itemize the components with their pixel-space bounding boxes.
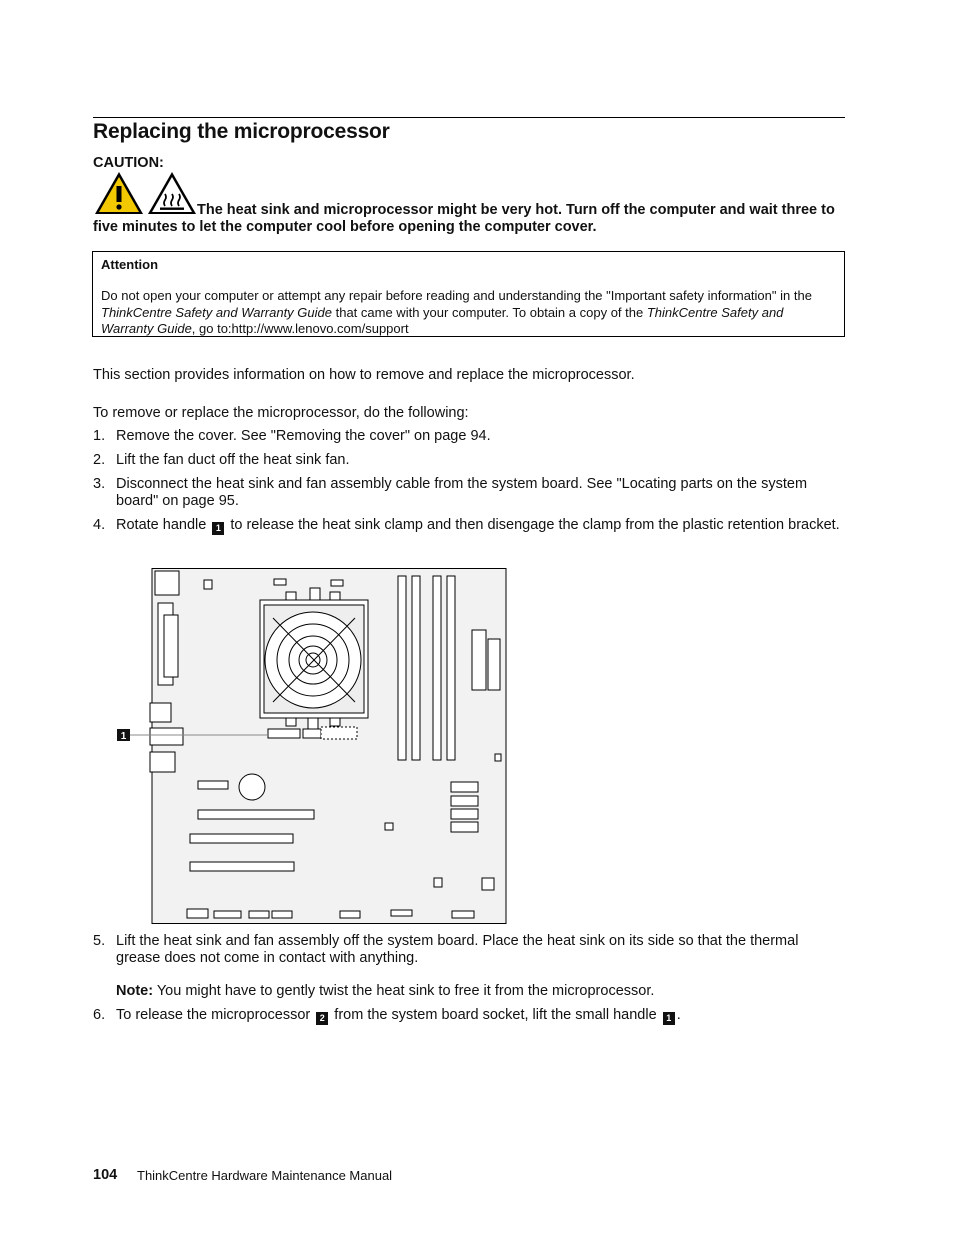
figure-callout-label: 1 (120, 731, 127, 742)
page-number: 104 (93, 1167, 118, 1183)
section-title: Replacing the microprocessor (93, 120, 390, 143)
manual-title: ThinkCentre Hardware Maintenance Manual (137, 1168, 393, 1183)
callout-1-marker (117, 729, 130, 742)
intro-paragraph: This section provides information on how to remove and replace the microprocessor. (93, 367, 635, 383)
caution-label: CAUTION: (93, 155, 164, 171)
system-board-figure (115, 567, 508, 925)
callout-badge: 1 (663, 1012, 675, 1025)
manual-page: Replacing the microprocessor CAUTION: The heat sink and microprocessor might be very hot. Turn off the computer and wait three to five minutes to let the computer cool before opening the computer cover. Attention Do not open your computer or attempt any repair before reading and understanding the "Important safety information" in the ThinkCentre Safety and Warranty Guide that came with your computer. To obtain a copy of the ThinkCentre Safety and Warranty Guide, go to:http://www.lenovo.com/support This section provides information on how to remove and replace the microprocessor. To remove or replace the microprocessor, do the following: 1. Remove the cover. See "Removing the cover" on page 94. 2. Lift the fan duct off the heat sink fan. 3. Disconnect the heat sink and fan assembly cable from the system board. See "Locating parts on the system board" on page 95. 4. Rotate handle 1 to release the heat sink clamp and then disengage the clamp from the plastic retention bracket. 5. Lift the heat sink and fan assembly off the system board. Place the heat sink on its side so that the thermal grease does not come in contact with anything. Note: You might have to gently twist the heat sink to free it from the microprocessor. 6. To release the microprocessor 2 from the system board socket, lift the small handle 1 . 1 104 ThinkCentre Hardware Maintenance Manual (0, 0, 954, 1235)
lead-in-paragraph: To remove or replace the microprocessor, do the following: (93, 405, 469, 421)
caution-text: The heat sink and microprocessor might be very hot. Turn off the computer and wait three to five minutes to let the computer cool before opening the computer cover. (93, 202, 835, 235)
callout-badge: 1 (212, 522, 224, 535)
attention-body: Do not open your computer or attempt any repair before reading and understanding the "Important safety information" in the ThinkCentre Safety and Warranty Guide that came with your computer. To obtain a copy of the ThinkCentre Safety and Warranty Guide, go to:http://www.lenovo.com/support (101, 288, 812, 336)
callout-badge: 2 (316, 1012, 328, 1025)
attention-title: Attention (101, 257, 159, 272)
attention-box (92, 251, 845, 337)
section-rule (93, 117, 845, 118)
